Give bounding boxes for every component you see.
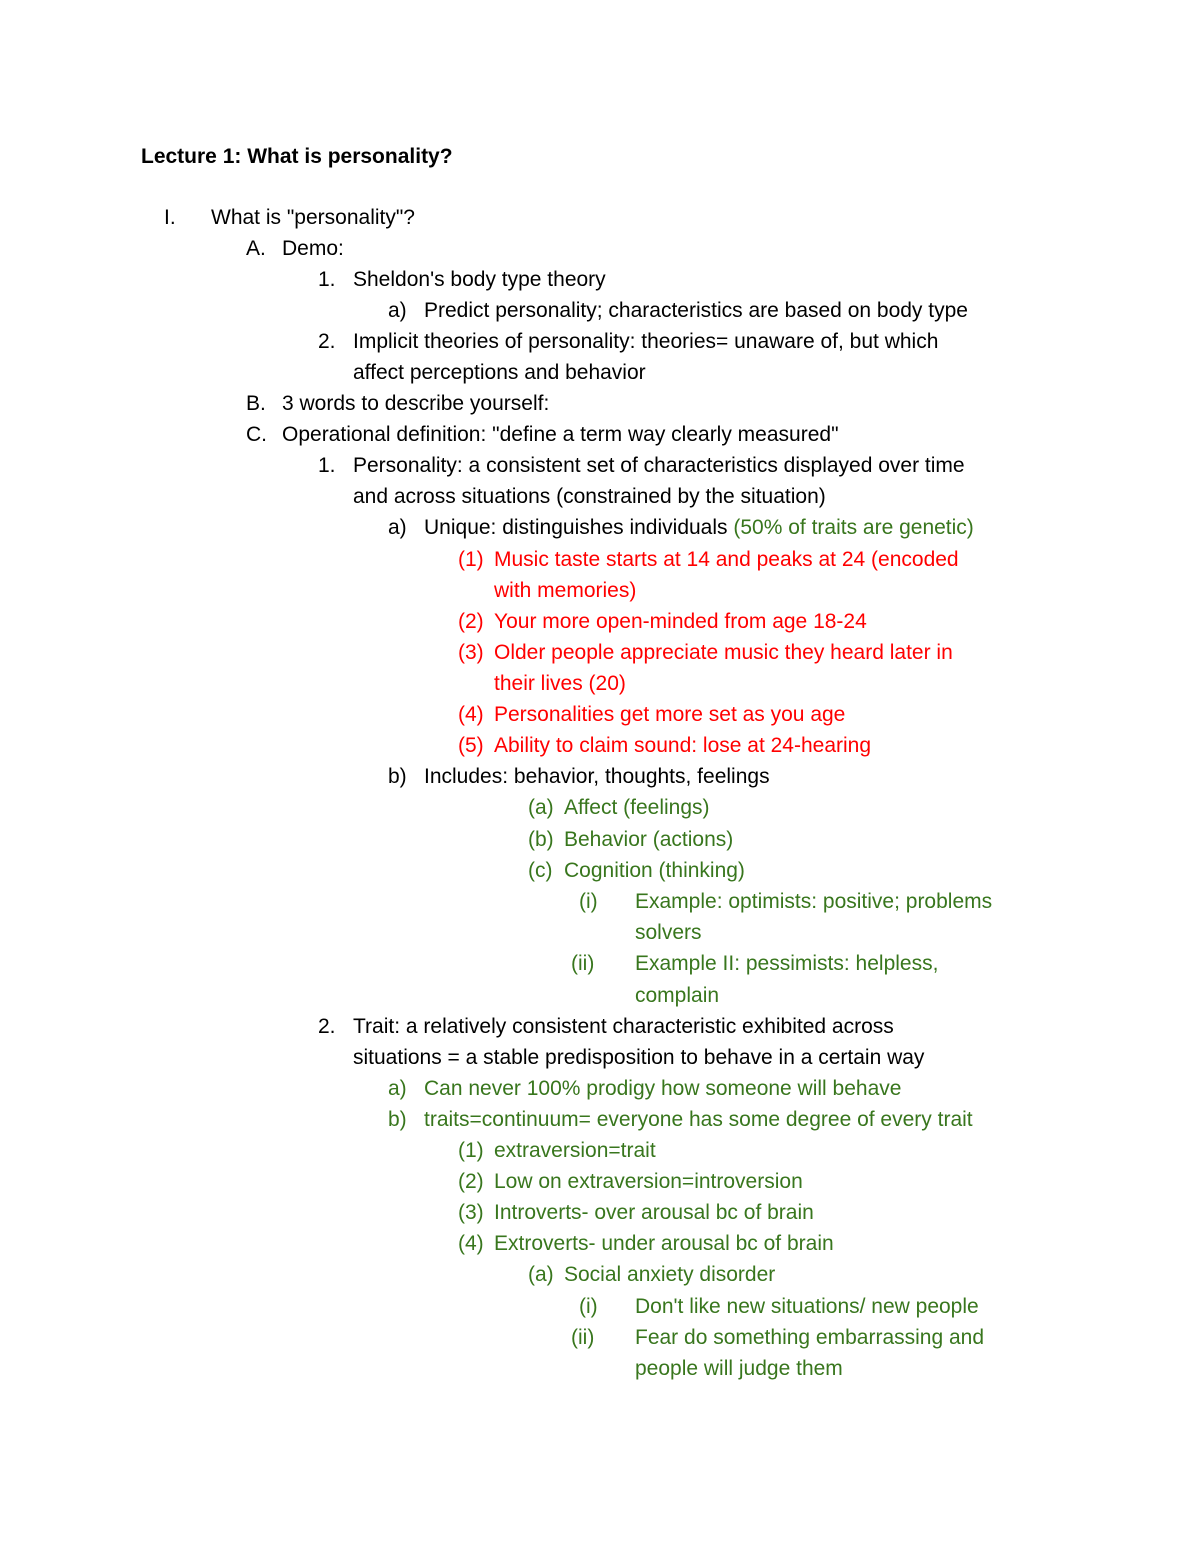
list-item-text bbox=[635, 917, 702, 948]
list-item-text-main: Sheldon's body type theory bbox=[353, 268, 606, 291]
list-item-text-main: Affect (feelings) bbox=[564, 796, 710, 819]
list-item-text-main: Personality: a consistent set of characteristics displayed over time bbox=[353, 454, 965, 477]
list-marker: (i) bbox=[579, 1295, 598, 1318]
list-item-text bbox=[353, 357, 646, 388]
list-item-annotation: (50% of traits are genetic) bbox=[733, 516, 974, 539]
list-item-text-main: Example II: pessimists: helpless, bbox=[635, 952, 939, 975]
list-marker: (4) bbox=[458, 1232, 484, 1255]
list-item-text bbox=[635, 948, 938, 979]
list-item-text-main: Music taste starts at 14 and peaks at 24 (encoded bbox=[494, 548, 959, 571]
list-item-text-main: situations = a stable predisposition to behave in a certain way bbox=[353, 1046, 925, 1069]
list-item-text bbox=[494, 668, 626, 699]
list-item-text bbox=[635, 1353, 843, 1384]
list-item-text-main: solvers bbox=[635, 921, 702, 944]
list-item-text-main: Low on extraversion=introversion bbox=[494, 1170, 803, 1193]
list-marker: I. bbox=[164, 206, 176, 229]
list-marker: a) bbox=[388, 299, 407, 322]
list-item-text bbox=[282, 388, 549, 419]
list-item-text bbox=[564, 855, 745, 886]
list-item-text-main: Don't like new situations/ new people bbox=[635, 1295, 979, 1318]
list-marker: b) bbox=[388, 1108, 407, 1131]
list-item-text-main: Ability to claim sound: lose at 24-hearing bbox=[494, 734, 872, 757]
list-item-text-main: extraversion=trait bbox=[494, 1139, 656, 1162]
list-item-text-main: Example: optimists: positive; problems bbox=[635, 890, 993, 913]
list-marker: 1. bbox=[318, 454, 336, 477]
list-item-text-main: Older people appreciate music they heard later in bbox=[494, 641, 953, 664]
list-item-text bbox=[494, 1228, 834, 1259]
list-item-text-main: Introverts- over arousal bc of brain bbox=[494, 1201, 814, 1224]
list-marker: B. bbox=[246, 392, 266, 415]
list-item-text-main: and across situations (constrained by the situation) bbox=[353, 485, 826, 508]
list-marker: (a) bbox=[528, 796, 554, 819]
list-item-text bbox=[424, 295, 968, 326]
list-item-text-main: Unique: distinguishes individuals bbox=[424, 516, 734, 539]
list-item-text bbox=[494, 730, 871, 761]
list-item-text bbox=[635, 1291, 979, 1322]
list-item-text bbox=[353, 1011, 894, 1042]
list-marker: (2) bbox=[458, 1170, 484, 1193]
list-item-text bbox=[564, 792, 710, 823]
list-marker: (4) bbox=[458, 703, 484, 726]
list-marker: (c) bbox=[528, 859, 553, 882]
list-item-text bbox=[282, 233, 344, 264]
list-item-text bbox=[424, 512, 974, 543]
list-item-text-main: Trait: a relatively consistent characteristic exhibited across bbox=[353, 1015, 894, 1038]
list-item-text-main: Operational definition: "define a term way clearly measured" bbox=[282, 423, 839, 446]
list-marker: A. bbox=[246, 237, 266, 260]
list-item-text bbox=[424, 1104, 973, 1135]
list-item-text bbox=[424, 1073, 901, 1104]
list-marker: (3) bbox=[458, 641, 484, 664]
list-item-text-main: traits=continuum= everyone has some degree of every trait bbox=[424, 1108, 973, 1131]
list-marker: C. bbox=[246, 423, 267, 446]
list-item-text bbox=[353, 326, 938, 357]
list-item-text bbox=[494, 1166, 803, 1197]
list-item-text bbox=[494, 637, 953, 668]
list-marker: (2) bbox=[458, 610, 484, 633]
list-item-text-main: Behavior (actions) bbox=[564, 828, 734, 851]
list-item-text-main: Extroverts- under arousal bc of brain bbox=[494, 1232, 834, 1255]
list-marker: (3) bbox=[458, 1201, 484, 1224]
list-item-text-main: Your more open-minded from age 18-24 bbox=[494, 610, 867, 633]
list-item-text bbox=[494, 699, 845, 730]
list-marker: (5) bbox=[458, 734, 484, 757]
list-item-text-main: Includes: behavior, thoughts, feelings bbox=[424, 765, 770, 788]
list-item-text bbox=[353, 264, 606, 295]
list-marker: a) bbox=[388, 516, 407, 539]
list-marker: 2. bbox=[318, 1015, 336, 1038]
list-item-text-main: Predict personality; characteristics are based on body type bbox=[424, 299, 968, 322]
list-marker: a) bbox=[388, 1077, 407, 1100]
list-item-text bbox=[564, 1259, 775, 1290]
list-item-text-main: Personalities get more set as you age bbox=[494, 703, 846, 726]
list-item-text bbox=[353, 450, 965, 481]
list-item-text bbox=[635, 886, 992, 917]
list-marker: (1) bbox=[458, 548, 484, 571]
list-marker: b) bbox=[388, 765, 407, 788]
list-marker: (b) bbox=[528, 828, 554, 851]
list-item-text bbox=[494, 1135, 656, 1166]
list-item-text-main: affect perceptions and behavior bbox=[353, 361, 646, 384]
list-marker: (1) bbox=[458, 1139, 484, 1162]
list-item-text bbox=[494, 606, 867, 637]
list-item-text-main: Cognition (thinking) bbox=[564, 859, 745, 882]
list-item-text bbox=[353, 481, 826, 512]
list-marker: 2. bbox=[318, 330, 336, 353]
list-item-text-main: complain bbox=[635, 984, 720, 1007]
list-item-text bbox=[494, 575, 636, 606]
list-item-text bbox=[494, 1197, 814, 1228]
list-item-text bbox=[564, 824, 733, 855]
list-marker: (a) bbox=[528, 1263, 554, 1286]
document-title: Lecture 1: What is personality? bbox=[141, 145, 453, 168]
list-item-text-main: their lives (20) bbox=[494, 672, 626, 695]
list-item-text bbox=[424, 761, 770, 792]
list-item-text-main: Social anxiety disorder bbox=[564, 1263, 776, 1286]
list-item-text-main: people will judge them bbox=[635, 1357, 843, 1380]
list-item-text bbox=[494, 544, 959, 575]
list-marker: (ii) bbox=[571, 952, 595, 975]
list-item-text-main: Fear do something embarrassing and bbox=[635, 1326, 985, 1349]
list-item-text-main: Implicit theories of personality: theories= unaware of, but which bbox=[353, 330, 939, 353]
list-marker: (i) bbox=[579, 890, 598, 913]
list-item-text-main: What is "personality"? bbox=[211, 206, 415, 229]
list-marker: (ii) bbox=[571, 1326, 595, 1349]
list-item-text bbox=[282, 419, 839, 450]
list-item-text bbox=[211, 202, 415, 233]
list-item-text bbox=[353, 1042, 924, 1073]
list-item-text bbox=[635, 980, 719, 1011]
list-item-text-main: Demo: bbox=[282, 237, 344, 260]
list-item-text-main: 3 words to describe yourself: bbox=[282, 392, 550, 415]
list-item-text-main: with memories) bbox=[494, 579, 637, 602]
list-item-text-main: Can never 100% prodigy how someone will behave bbox=[424, 1077, 902, 1100]
list-item-text bbox=[635, 1322, 984, 1353]
list-marker: 1. bbox=[318, 268, 336, 291]
